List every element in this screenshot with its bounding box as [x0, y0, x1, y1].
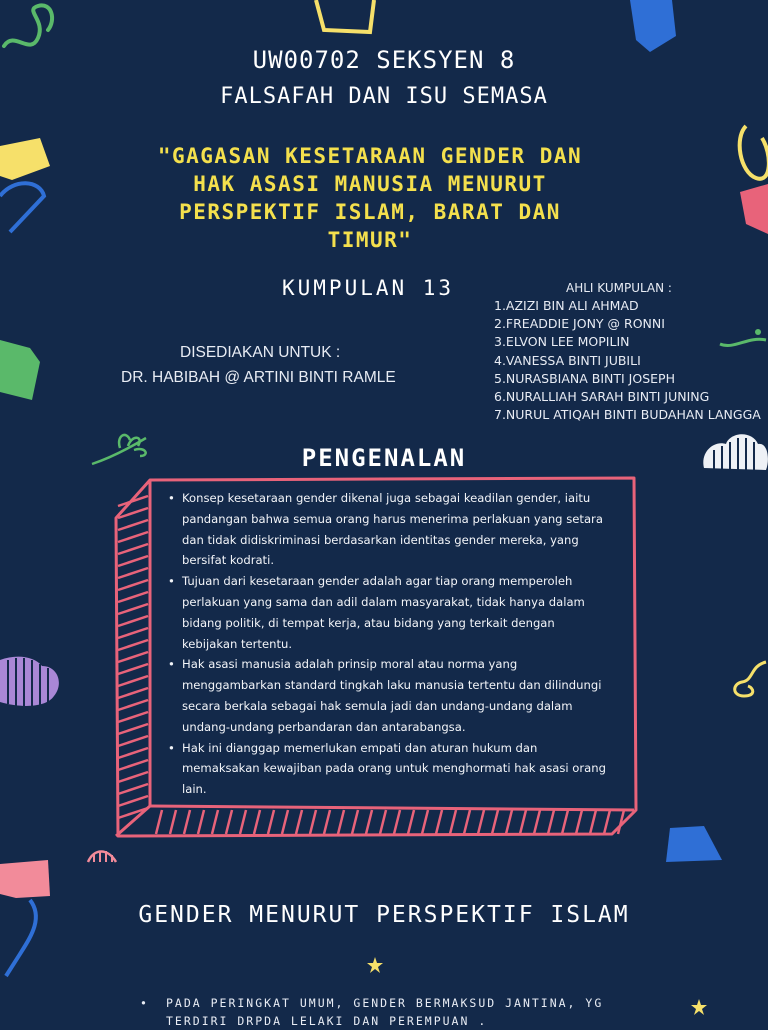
intro-point: • Tujuan dari kesetaraan gender adalah agar tiap orang memperoleh perlakuan yang sama dan adil dalam masyarakat, tidak hanya dalam bidang politik, di tempat kerja, atau bidang yang terkait dengan kebijakan tertentu.	[168, 571, 608, 654]
intro-point: • Hak ini dianggap memerlukan empati dan aturan hukum dan memaksakan kewajiban pada orang untuk menghormati hak asasi orang lain.	[168, 738, 608, 800]
topic-title	[140, 142, 600, 254]
members-heading: AHLI KUMPULAN :	[566, 281, 672, 295]
member-item: 3.ELVON LEE MOPILIN	[494, 334, 630, 350]
topic-line: HAK ASASI MANUSIA MENURUT	[193, 172, 547, 196]
green-blob-icon	[0, 336, 42, 406]
yellow-loop-icon	[732, 118, 768, 238]
course-title: FALSAFAH DAN ISU SEMASA	[220, 84, 548, 109]
member-item: 6.NURALLIAH SARAH BINTI JUNING	[494, 389, 710, 405]
members-list	[494, 297, 761, 424]
section-points	[140, 994, 660, 1030]
star-icon	[690, 998, 708, 1016]
member-item: 4.VANESSA BINTI JUBILI	[494, 352, 641, 368]
member-item: 2.FREADDIE JONY @ RONNI	[494, 316, 665, 332]
group-name: KUMPULAN 13	[282, 276, 455, 300]
yellow-coil-icon	[730, 658, 768, 704]
prepared-for-label: DISEDIAKAN UNTUK :	[180, 344, 341, 361]
member-item: 7.NURUL ATIQAH BINTI BUDAHAN LANGGA	[494, 407, 761, 423]
topic-line: "GAGASAN KESETARAAN GENDER DAN	[157, 144, 583, 168]
pink-comb-icon	[86, 846, 118, 864]
intro-heading: PENGENALAN	[301, 444, 467, 472]
blue-blob-icon	[664, 824, 724, 864]
member-item: 1.AZIZI BIN ALI AHMAD	[494, 298, 639, 313]
yellow-square-icon	[312, 0, 378, 36]
yellow-blob-icon	[0, 136, 52, 236]
intro-point: • Konsep kesetaraan gender dikenal juga sebagai keadilan gender, iaitu pandangan bahwa semua orang harus menerima perlakuan yang setara dan tidak didiskriminasi berdasarkan identitas gender mereka, yang bersifat kodrati.	[168, 488, 608, 571]
star-icon	[366, 956, 384, 974]
course-code: UW00702 SEKSYEN 8	[252, 46, 516, 74]
prepared-for-name: DR. HABIBAH @ ARTINI BINTI RAMLE	[121, 369, 396, 386]
section-point: • PADA PERINGKAT UMUM, GENDER BERMAKSUD JANTINA, YG TERDIRI DRPDA LELAKI DAN PEREMPUAN .	[140, 994, 660, 1030]
topic-line: TIMUR"	[327, 228, 413, 252]
section-heading: GENDER MENURUT PERSPEKTIF ISLAM	[138, 902, 630, 928]
intro-point: • Hak asasi manusia adalah prinsip moral atau norma yang menggambarkan standard tingkah laku manusia tertentu dan dilindungi secara berkala sebagai hak semula jadi dan undang-undang dalam undang-undang perbandaran dan antarabangsa.	[168, 654, 608, 737]
topic-line: PERSPEKTIF ISLAM, BARAT DAN	[179, 200, 561, 224]
intro-points	[168, 488, 608, 800]
purple-cloud-icon	[0, 654, 62, 710]
member-item: 5.NURASBIANA BINTI JOSEPH	[494, 370, 675, 386]
